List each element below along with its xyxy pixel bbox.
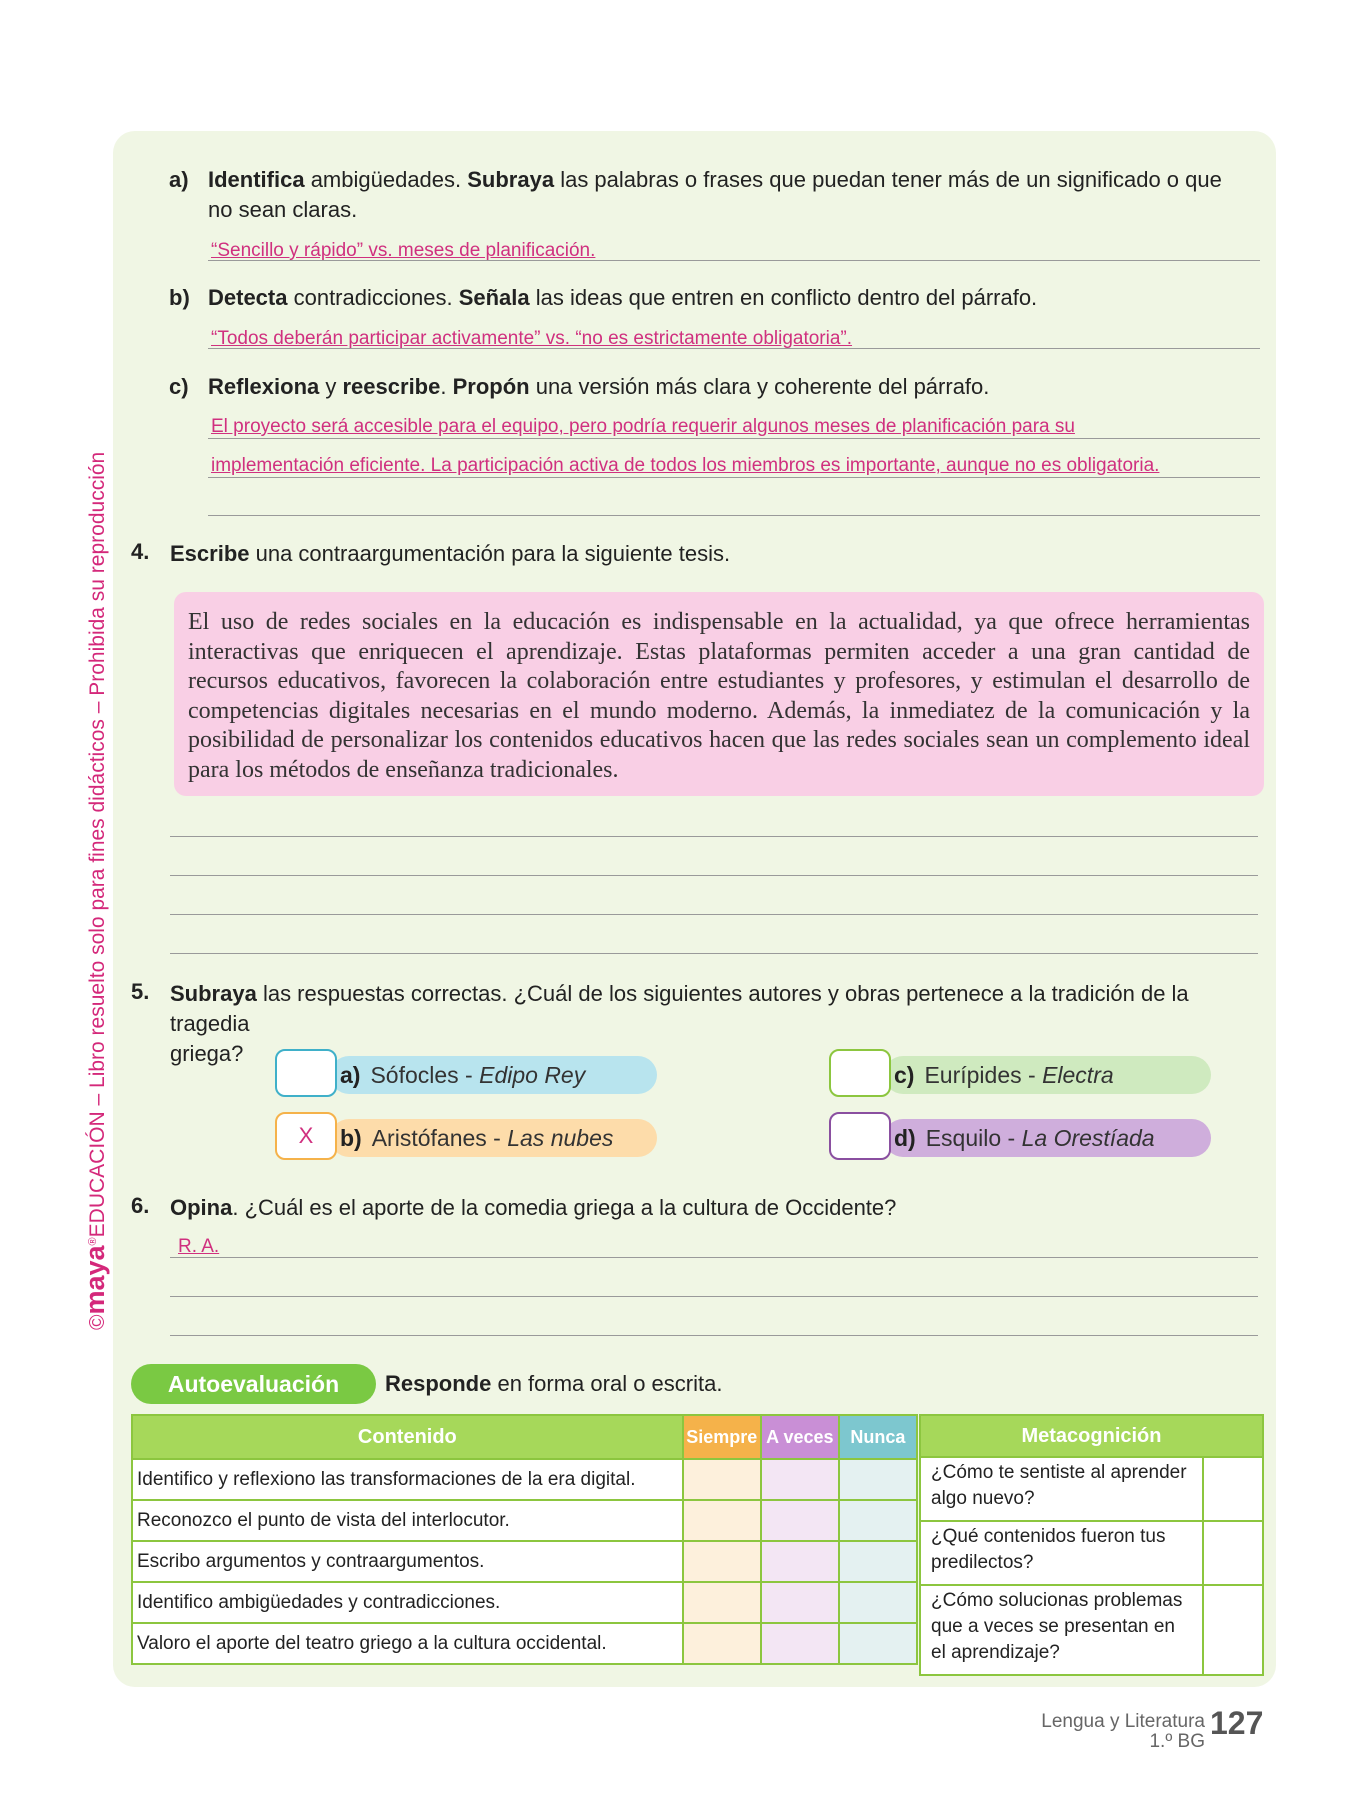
cell-a-veces[interactable] bbox=[761, 1541, 839, 1582]
meta-question: ¿Cómo te sentiste al aprender algo nuevo? bbox=[920, 1457, 1203, 1521]
table-row bbox=[920, 1585, 1263, 1675]
row-label: Identifico y reflexiono las transformaciones de la era digital. bbox=[132, 1459, 683, 1500]
q3a-letter: a) bbox=[169, 167, 189, 192]
answer-line[interactable] bbox=[208, 438, 1260, 439]
answer-line[interactable] bbox=[170, 1296, 1258, 1297]
metacognition-table bbox=[919, 1414, 1264, 1676]
row-label: Reconozco el punto de vista del interlocutor. bbox=[132, 1500, 683, 1541]
option-c-checkbox[interactable] bbox=[829, 1049, 891, 1097]
cell-nunca[interactable] bbox=[839, 1459, 917, 1500]
q5-prompt: Subraya las respuestas correctas. ¿Cuál de los siguientes autores y obras pertenece a la tradición de la tragedia griega? bbox=[170, 981, 1189, 1066]
answer-line[interactable] bbox=[170, 836, 1258, 837]
answer-line[interactable] bbox=[170, 914, 1258, 915]
header-siempre: Siempre bbox=[683, 1415, 761, 1459]
q6-answer: R. A. bbox=[178, 1236, 220, 1257]
footer-subject: Lengua y Literatura 1.º BG bbox=[1041, 1711, 1205, 1752]
autoevaluacion-instruction: Responde en forma oral o escrita. bbox=[385, 1371, 723, 1396]
q3c-prompt: Reflexiona y reescribe. Propón una versión más clara y coherente del párrafo. bbox=[208, 374, 990, 399]
table-row bbox=[132, 1582, 917, 1623]
q3a-answer: “Sencillo y rápido” vs. meses de planificación. bbox=[211, 240, 596, 261]
option-b-checkbox[interactable]: X bbox=[275, 1112, 337, 1160]
side-copyright-note: ©maya®EDUCACIÓN – Libro resuelto solo para fines didácticos – Prohibida su reproducción bbox=[80, 451, 110, 1330]
header-nunca: Nunca bbox=[839, 1415, 917, 1459]
thesis-box: El uso de redes sociales en la educación es indispensable en la actualidad, ya que ofrece herramientas interactivas que enriquecen el aprendizaje. Estas plataformas permiten acceder a una gran cantidad de recursos educativos, favorecen la colaboración entre estudiantes y profesores, y estimulan el desarrollo de competencias digitales necesarias en el mundo moderno. Además, la inmediatez de la comunicación y la posibilidad de personalizar los contenidos educativos hacen que las redes sociales sean un complemento ideal para los métodos de enseñanza tradicionales. bbox=[174, 592, 1264, 796]
q3a-prompt: Identifica ambigüedades. Subraya las palabras o frases que puedan tener más de un significado o que no sean claras. bbox=[208, 167, 1222, 222]
meta-question: ¿Qué contenidos fueron tus predilectos? bbox=[920, 1521, 1203, 1585]
cell-siempre[interactable] bbox=[683, 1459, 761, 1500]
cell-a-veces[interactable] bbox=[761, 1500, 839, 1541]
table-row bbox=[132, 1500, 917, 1541]
q3c-letter: c) bbox=[169, 374, 189, 399]
self-evaluation-table bbox=[131, 1414, 918, 1665]
option-a[interactable]: a) Sófocles - Edipo Rey bbox=[330, 1056, 657, 1094]
option-d[interactable]: d) Esquilo - La Orestíada bbox=[884, 1119, 1211, 1157]
page-number: 127 bbox=[1210, 1705, 1264, 1741]
cell-a-veces[interactable] bbox=[761, 1582, 839, 1623]
answer-line[interactable] bbox=[170, 1335, 1258, 1336]
q5-number: 5. bbox=[131, 979, 150, 1004]
row-label: Valoro el aporte del teatro griego a la cultura occidental. bbox=[132, 1623, 683, 1664]
option-c[interactable]: c) Eurípides - Electra bbox=[884, 1056, 1211, 1094]
table-row bbox=[132, 1541, 917, 1582]
meta-answer-cell[interactable] bbox=[1203, 1457, 1263, 1521]
cell-siempre[interactable] bbox=[683, 1500, 761, 1541]
q4-number: 4. bbox=[131, 539, 150, 564]
cell-a-veces[interactable] bbox=[761, 1623, 839, 1664]
q6-prompt: Opina. ¿Cuál es el aporte de la comedia griega a la cultura de Occidente? bbox=[170, 1195, 897, 1220]
answer-line[interactable] bbox=[208, 477, 1260, 478]
cell-nunca[interactable] bbox=[839, 1623, 917, 1664]
answer-line[interactable] bbox=[170, 1257, 1258, 1258]
row-label: Identifico ambigüedades y contradicciones. bbox=[132, 1582, 683, 1623]
cell-siempre[interactable] bbox=[683, 1582, 761, 1623]
cell-nunca[interactable] bbox=[839, 1541, 917, 1582]
header-contenido: Contenido bbox=[132, 1415, 683, 1459]
meta-question: ¿Cómo solucionas problemas que a veces se presentan en el aprendizaje? bbox=[920, 1585, 1203, 1675]
meta-answer-cell[interactable] bbox=[1203, 1521, 1263, 1585]
meta-answer-cell[interactable] bbox=[1203, 1585, 1263, 1675]
table-row bbox=[132, 1623, 917, 1664]
answer-line[interactable] bbox=[170, 875, 1258, 876]
option-b[interactable]: b) Aristófanes - Las nubes bbox=[330, 1119, 657, 1157]
q3c-answer-line-1: El proyecto será accesible para el equipo, pero podría requerir algunos meses de planificación para su bbox=[211, 416, 1075, 437]
q3b-answer: “Todos deberán participar activamente” vs. “no es estrictamente obligatoria”. bbox=[211, 328, 853, 349]
answer-line[interactable] bbox=[170, 953, 1258, 954]
table-row bbox=[920, 1521, 1263, 1585]
row-label: Escribo argumentos y contraargumentos. bbox=[132, 1541, 683, 1582]
option-a-checkbox[interactable] bbox=[275, 1049, 337, 1097]
answer-line[interactable] bbox=[208, 515, 1260, 516]
q3c-answer-line-2: implementación eficiente. La participación activa de todos los miembros es importante, aunque no es obligatoria. bbox=[211, 455, 1160, 476]
table-row bbox=[132, 1459, 917, 1500]
option-d-checkbox[interactable] bbox=[829, 1112, 891, 1160]
q4-prompt: Escribe una contraargumentación para la siguiente tesis. bbox=[170, 541, 731, 566]
brand-logo: maya bbox=[80, 1245, 110, 1315]
cell-nunca[interactable] bbox=[839, 1500, 917, 1541]
header-metacognicion: Metacognición bbox=[920, 1415, 1263, 1457]
header-a-veces: A veces bbox=[761, 1415, 839, 1459]
autoevaluacion-badge: Autoevaluación bbox=[131, 1364, 376, 1404]
cell-siempre[interactable] bbox=[683, 1623, 761, 1664]
cell-siempre[interactable] bbox=[683, 1541, 761, 1582]
q3b-prompt: Detecta contradicciones. Señala las ideas que entren en conflicto dentro del párrafo. bbox=[208, 285, 1038, 310]
table-row bbox=[920, 1457, 1263, 1521]
cell-a-veces[interactable] bbox=[761, 1459, 839, 1500]
q6-number: 6. bbox=[131, 1193, 150, 1218]
cell-nunca[interactable] bbox=[839, 1582, 917, 1623]
q3b-letter: b) bbox=[169, 285, 190, 310]
